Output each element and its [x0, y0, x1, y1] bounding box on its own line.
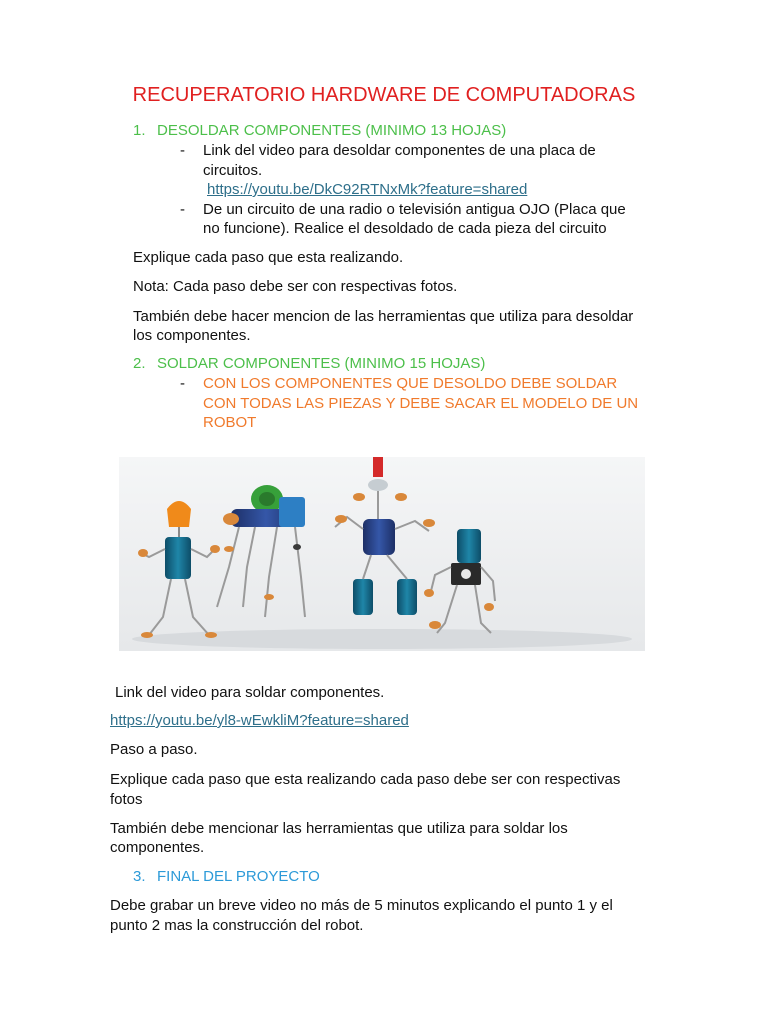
section-3-paragraph-line-1: Debe grabar un breve video no más de 5 minutos explicando el punto 1 y el	[110, 897, 613, 914]
section-2-number: 2.	[133, 355, 146, 372]
section-3-number: 3.	[133, 868, 146, 885]
section-1-paragraph-3-line-2: los componentes.	[133, 327, 251, 344]
section-1-bullet-1-line-2: circuitos.	[203, 162, 263, 179]
section-1-paragraph-2: Nota: Cada paso debe ser con respectivas fotos.	[133, 278, 458, 295]
section-2-paragraph-3-line-1: También debe mencionar las herramientas que utiliza para soldar los	[110, 820, 568, 837]
section-2-paragraph-1: Paso a paso.	[110, 741, 198, 758]
section-1-number: 1.	[133, 122, 146, 139]
section-2-bullet-line-3: ROBOT	[203, 414, 257, 431]
section-2-bullet-line-2: CON TODAS LAS PIEZAS Y DEBE SACAR EL MODELO DE UN	[203, 395, 639, 412]
section-2-paragraph-2-line-1: Explique cada paso que esta realizando cada paso debe ser con respectivas	[110, 771, 621, 788]
section-1-bullet-1-line-1: Link del video para desoldar componentes de una placa de	[203, 142, 596, 159]
bullet-dash: -	[180, 375, 185, 392]
page-title: RECUPERATORIO HARDWARE DE COMPUTADORAS	[132, 84, 636, 106]
video-label: Link del video para soldar componentes.	[115, 684, 385, 701]
section-2-paragraph-2-line-2: fotos	[110, 791, 143, 808]
section-1-bullet-2-line-2: no funcione). Realice el desoldado de cada pieza del circuito	[203, 220, 607, 237]
section-1-paragraph-1: Explique cada paso que esta realizando.	[133, 249, 404, 266]
bullet-dash: -	[180, 201, 185, 218]
section-1-paragraph-3-line-1: También debe hacer mencion de las herramientas que utiliza para desoldar	[133, 308, 634, 325]
section-2-heading: SOLDAR COMPONENTES (MINIMO 15 HOJAS)	[157, 355, 486, 372]
section-3-paragraph-line-2: punto 2 mas la construcción del robot.	[110, 917, 364, 934]
section-2-bullet-line-1: CON LOS COMPONENTES QUE DESOLDO DEBE SOLDAR	[203, 375, 618, 392]
section-1-heading: DESOLDAR COMPONENTES (MINIMO 13 HOJAS)	[157, 122, 507, 139]
section-3-heading: FINAL DEL PROYECTO	[157, 868, 320, 885]
section-2-video-link[interactable]: https://youtu.be/yl8-wEwkliM?feature=shared	[110, 712, 409, 729]
section-1-bullet-2-line-1: De un circuito de una radio o televisión antigua OJO (Placa que	[203, 201, 626, 218]
section-1-video-link[interactable]: https://youtu.be/DkC92RTNxMk?feature=shared	[207, 181, 528, 198]
section-2-paragraph-3-line-2: componentes.	[110, 839, 205, 856]
bullet-dash: -	[180, 142, 185, 159]
robot-components-photo	[119, 457, 645, 651]
